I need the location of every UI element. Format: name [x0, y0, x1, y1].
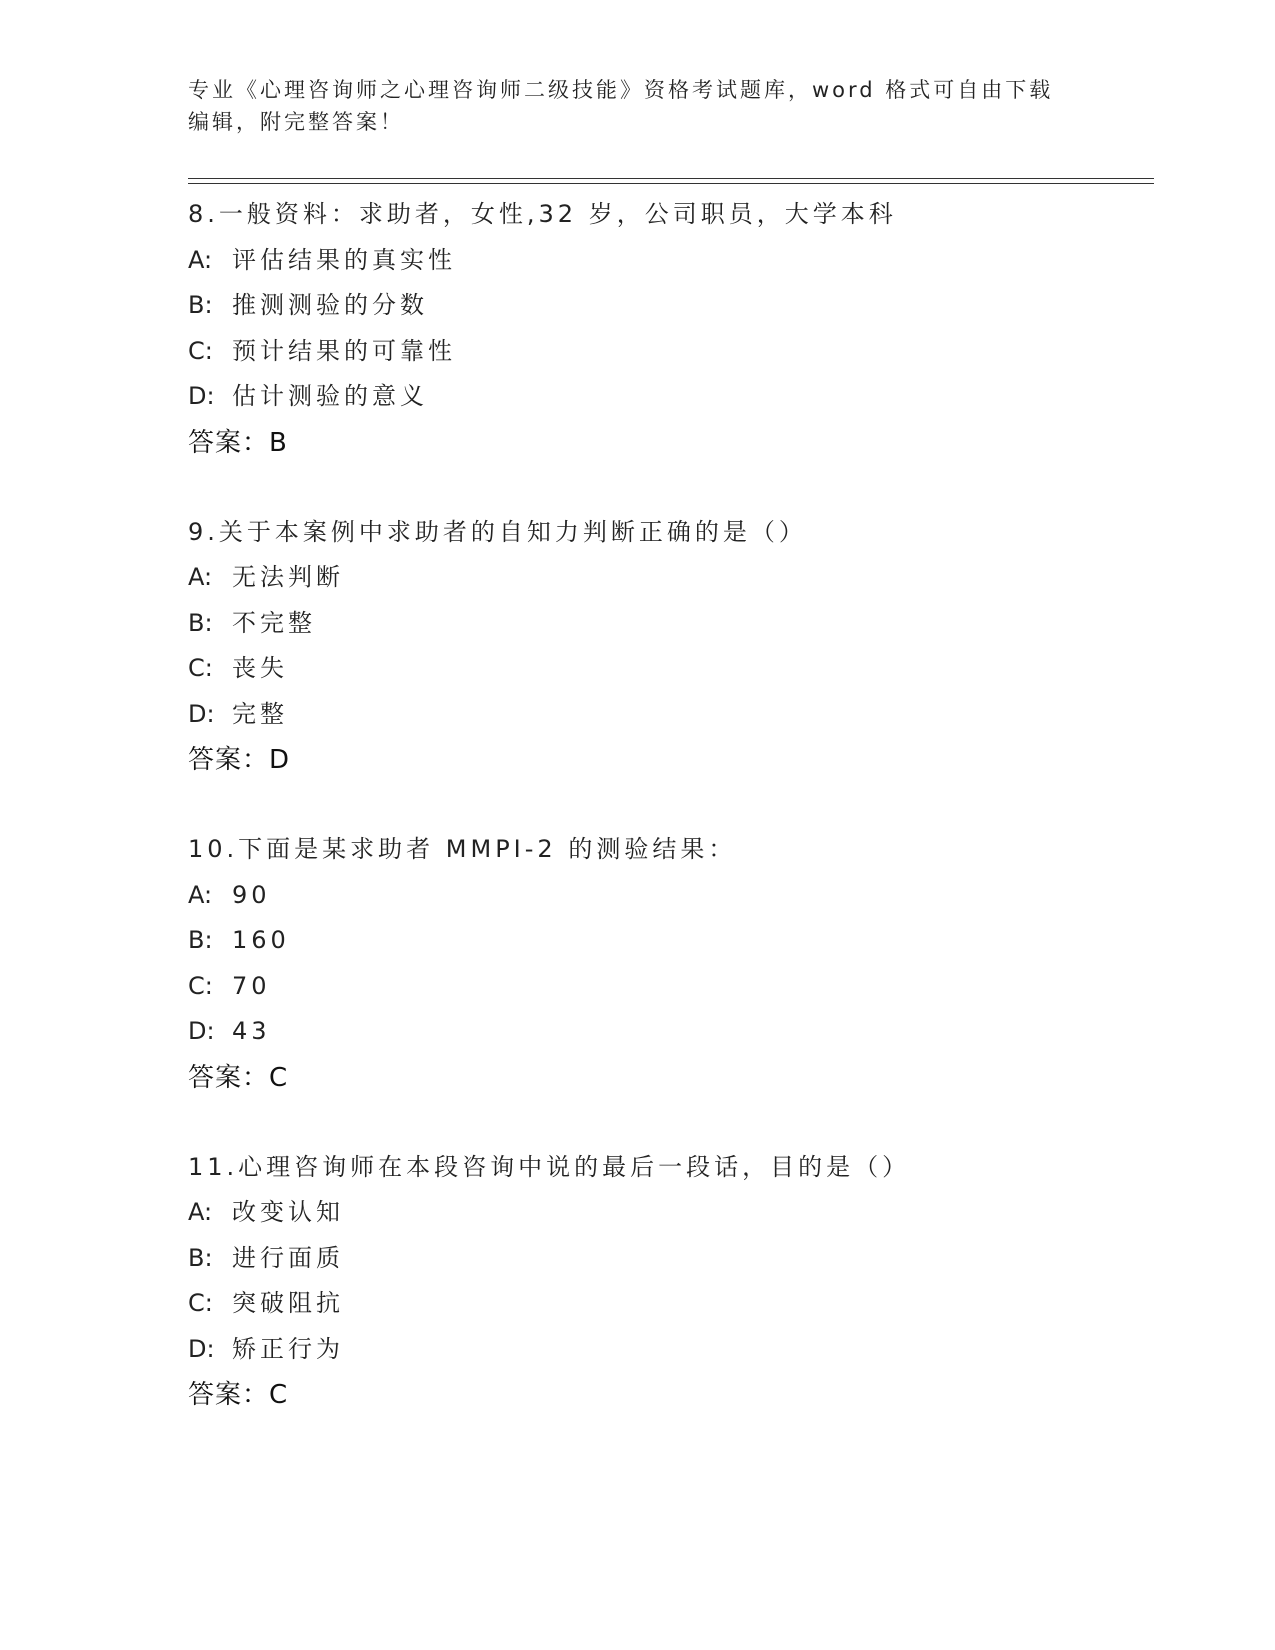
question-8 [188, 192, 1154, 466]
option-letter: B: [188, 926, 213, 954]
answer-line: 答案：C [188, 1380, 289, 1410]
option-letter: C: [188, 1289, 213, 1317]
option-text: 估计测验的意义 [232, 382, 428, 410]
option-letter: D: [188, 699, 215, 728]
option-letter: C: [188, 336, 213, 365]
option-letter: D: [188, 1334, 215, 1363]
option-letter: B: [188, 608, 213, 637]
option-letter: C: [188, 971, 213, 1000]
option-letter: D: [188, 382, 215, 410]
option-text: 43 [232, 1017, 271, 1045]
option-letter: C: [188, 654, 213, 682]
document-header [188, 74, 1068, 138]
header-divider-top [188, 178, 1154, 179]
question-list [188, 192, 1154, 1462]
question-10 [188, 827, 1154, 1101]
answer-line: 答案：B [188, 427, 288, 458]
header-line-2: 编辑，附完整答案！ [188, 110, 404, 134]
header-divider-bottom [188, 183, 1154, 184]
option-text: 90 [232, 880, 271, 909]
option-b [188, 601, 1154, 647]
answer-line: 答案：C [188, 1062, 289, 1093]
option-b [188, 918, 1154, 964]
option-d [188, 692, 1154, 738]
option-a [188, 555, 1154, 601]
option-text: 不完整 [232, 608, 316, 637]
option-d [188, 1327, 1154, 1373]
option-letter: B: [188, 1243, 213, 1272]
option-text: 160 [232, 926, 290, 954]
option-letter: A: [188, 880, 213, 909]
option-text: 推测测验的分数 [232, 291, 428, 319]
option-c [188, 646, 1154, 692]
option-text: 进行面质 [232, 1243, 344, 1272]
answer-line: 答案：D [188, 745, 291, 775]
option-letter: A: [188, 1198, 213, 1226]
question-9 [188, 510, 1154, 784]
option-text: 矫正行为 [232, 1334, 344, 1363]
option-text: 无法判断 [232, 563, 344, 591]
option-letter: D: [188, 1017, 215, 1045]
option-text: 突破阻抗 [232, 1289, 344, 1317]
option-text: 改变认知 [232, 1198, 344, 1226]
option-c [188, 964, 1154, 1010]
question-stem: 8.一般资料：求助者，女性,32 岁，公司职员，大学本科 [188, 200, 897, 228]
option-letter: B: [188, 291, 213, 319]
option-a [188, 238, 1154, 284]
question-stem: 11.心理咨询师在本段咨询中说的最后一段话，目的是（） [188, 1152, 911, 1181]
header-line-1: 专业《心理咨询师之心理咨询师二级技能》资格考试题库，word 格式可自由下载 [188, 78, 1054, 102]
option-b [188, 1236, 1154, 1282]
option-text: 评估结果的真实性 [232, 245, 456, 274]
option-text: 预计结果的可靠性 [232, 336, 456, 365]
option-text: 丧失 [232, 654, 288, 682]
question-stem: 9.关于本案例中求助者的自知力判断正确的是（） [188, 517, 807, 546]
question-11 [188, 1145, 1154, 1419]
option-c [188, 1281, 1154, 1327]
option-a [188, 873, 1154, 919]
option-b [188, 283, 1154, 329]
option-c [188, 329, 1154, 375]
option-d [188, 374, 1154, 420]
option-d [188, 1009, 1154, 1055]
option-text: 完整 [232, 699, 288, 728]
option-letter: A: [188, 245, 213, 274]
option-a [188, 1190, 1154, 1236]
question-stem: 10.下面是某求助者 MMPI-2 的测验结果： [188, 835, 737, 863]
option-letter: A: [188, 563, 213, 591]
option-text: 70 [232, 971, 271, 1000]
